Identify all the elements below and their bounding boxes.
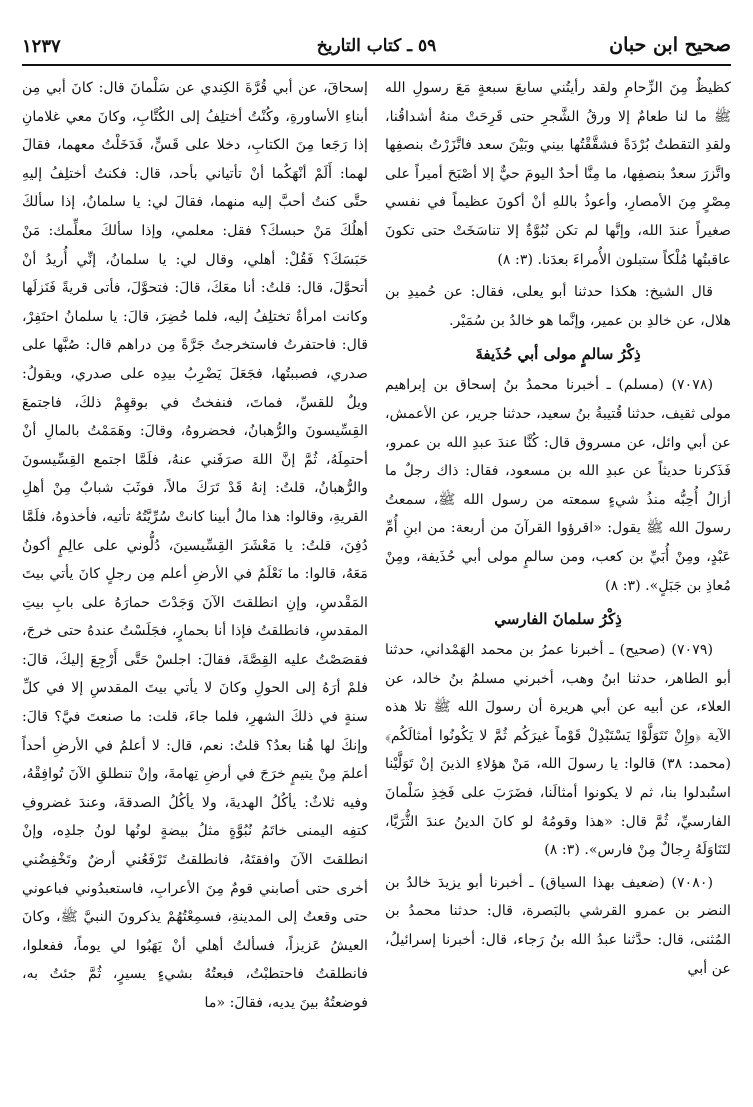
hadith-paragraph: (٧٠٧٩) (صحيح) ـ أخبرنا عمرُ بن محمد الهَمْداني، حدثنا أبو الطاهر، حدثنا ابنُ وهب، أخبرني مسلمُ بنُ خالد، عن العلاء، عن أبيه عن أبي هريرة أن رسولَ الله ﷺ تلا هذه الآية ﴿وإِنْ تَتَوَلَّوْا يَسْتَبْدِلْ قَوْماً غيرَكُم ثُمَّ لا يَكُونُوا أمثالَكُم﴾ (محمد: ٣٨) قالوا: يا رسولَ الله، مَنْ هؤلاءِ الذينَ إنْ تَوَلَّيْنا استُبدلوا بنا، ثم لا يكونوا أمثالَنا، فضَرَبَ على فَخِذِ سَلْمانَ الفارسيِّ، ثُمَّ قال: «هذا وقومُهُ لو كانَ الدينُ عندَ الثُّرَيَّا، لتَنَاوَلَهُ رِجالٌ مِنْ فارس». (٣: ٨) bbox=[385, 642, 731, 859]
chapter-title: ٥٩ ـ كتاب التاريخ bbox=[316, 36, 437, 56]
paragraph: كظيظٌ مِنَ الزِّحامِ ولقد رأيتُني سابعَ سبعةٍ مَعَ رسولِ الله ﷺ ما لنا طعامٌ إلا ورقُ الشَّجرِ حتى قَرِحَتْ منهُ أشداقُنا، ولقدِ التقطتُ بُرْدَةً فشقَّقْتُها بيني وبَيْنَ سعد فاتَّزَرْتُ بنصفِها واتَّزرَ سعدٌ بنصفِها، ما مِنَّا أحدٌ اليومَ حيٌّ إلا أصْبَحَ أميراً على مِصْرٍ مِنَ الأمصارِ، وأعوذُ باللهِ أنْ أكونَ عظيماً في نفسي صغيراً عندَ الله، وإنَّها لم تكن نُبُوَّةٌ إلا تناسَخَتْ حتى تكونَ عاقبتُها مُلْكاً ستبلون الأُمراءَ بعدَنا. (٣: ٨) bbox=[385, 80, 731, 268]
section-heading: ذِكْرُ سالمٍ مولى أبي حُذَيفةَ bbox=[475, 345, 641, 364]
hadith-paragraph: (٧٠٧٨) (مسلم) ـ أخبرنا محمدُ بنُ إسحاق بن إبراهيم مولى ثقيف، حدثنا قُتيبةُ بنُ سعيد، حدثنا جرير، عن الأعمش، عن أبي وائل، عن مسروق قال: كُنَّا عندَ عبدِ الله بن عمرو، فَذَكرنا حديثاً عن عبدِ الله بن مسعود، فقال: ذاك رجلٌ ما أزالُ أُحِبُّه منذُ شيءٍ سمعته من رسول الله ﷺ، سمعتُ رسولَ الله ﷺ يقول: «اقرؤوا القرآنَ من أربعة: من ابنِ أُمِّ عَبْدٍ، ومِنْ أُبَيِّ بن كعب، ومن سالمٍ مولى أبي حُذَيفة، ومِنْ مُعاذِ بن جَبَلٍ». (٣: ٨) bbox=[385, 377, 731, 594]
left-column bbox=[22, 74, 368, 1018]
book-title: صحيح ابن حبان bbox=[609, 34, 731, 56]
page-header bbox=[22, 30, 731, 66]
section-heading: ذِكْرُ سلمانَ الفارسي bbox=[494, 610, 622, 629]
paragraph: إسحاقَ، عن أبي قُرَّةَ الكِندي عن سَلْمانَ قال: كانَ أبي مِن أبناءِ الأساورةِ، وكُنْتُ أختلِفُ إلى الكُتَّابِ، وكانَ معي غلامانِ إذا رَجَعا مِنَ الكتابِ، دخلا على قَسٍّ، فَدَخَلْتُ معهما، فقالَ لهما: أَلَمْ أنْهَكُما أنْ تأتياني بأحد، قال: فكنتُ أختلِفُ إليهِ حتَّى كنتُ أحبَّ إليه منهما، فقالَ لي: يا سلمانُ، إذا سألكَ أهلُكَ مَنْ حبسكَ؟ فقل: معلمي، وإذا سألكَ معلِّمك: مَنْ حَبَسَكَ؟ فَقُلْ: أهلي، وقال لي: يا سلمانُ، إنِّي أُريدُ أنْ أتحوَّلَ، قال: قلتُ: أنا معَكَ، قالَ: فتحوَّلَ، فأتى قريةً فَنَزلَها وكانت امرأةٌ تختلِفُ إليه، فلما حُضِرَ، قالَ: يا سلمانُ احتَفِرْ، قال: فاحتفرتُ فاستخرجتُ جَرَّةً مِن دراهم قال: صُبَّها على صدري، فصببتُها، فجَعَلَ يَضْرِبُ بيدِه على صدري، ويقولُ: ويلٌ للقسِّ، فماتَ، فنفختُ في بوقهِمْ ذلكَ، فاجتمعَ القِسِّيسونَ والرُّهبانُ، فحضروهُ، وقالَ: وهَمَمْتُ بالمالِ أنْ أحتمِلَهُ، ثُمَّ إنَّ اللهَ صرَفَني عنهُ، فلَمَّا اجتمع القِسِّيسونَ والرُّهبانُ، قلتُ: إنهُ قَدْ تَرَكَ مالاً، فوثَبَ شبابٌ مِنْ أهلِ القريةِ، وقالوا: هذا مالُ أبينا كانتْ سُرِّيَّتُهُ تأتيه، فأخذوهُ، فلَمَّا دُفِنَ، قلتُ: يا مَعْشَرَ القِسِّيسينَ، دُلُّوني على عالِمٍ أكونُ مَعَهُ، قالوا: ما نَعْلَمُ في الأرضِ أعلم مِن رجلٍ كانَ يأتي بيتَ المَقْدسِ، وإنِ انطلقتَ الآنَ وَجَدْتَ حمارَهُ على بابِ بيتِ المقدسِ، فانطلقتُ فإذا أنا بحمارٍ، فجَلَسْتُ عندهُ حتى خرجَ، فقصَصْتُ عليه القِصَّةَ، فقالَ: اجلسْ حَتَّى أَرْجِعَ إليكَ، قالَ: فلمْ أرَهُ إلى الحولِ وكانَ لا يأتي بيتَ المقدسِ إلا في كلِّ سنةٍ في ذلكَ الشهرِ، فلما جاءَ، قلت: ما صنعتَ فيَّ؟ قالَ: وإنكَ لها هُنا بعدُ؟ قلتُ: نعم، قال: لا أعلمُ في الأرضِ أحداً أعلمَ مِنْ يتيمٍ خرَجَ في أرضِ تِهامةَ، وإنْ تنطلقِ الآنَ تُوافِقْهُ، وفيه ثلاثٌ: يأكُلُ الهديةَ، ولا يأكُلُ الصدقةَ، وعندَ غضروفِ كتفِه اليمنى خاتَمُ نُبُوَّةٍ مثلُ بيضةٍ لونُها لونُ جلدِه، وإنْ انطلقتَ الآنَ وافقتَهُ، فانطلقتُ تَرْفَعُني أرضٌ وتَخْفِضُني أخرى حتى أصابني قومٌ مِنَ الأعرابِ، فاستعبدُوني فباعوني حتى وقعتُ إلى المدينةِ، فسمِعْتُهُمْ يذكرونَ النبيَّ ﷺ، وكانَ العيشُ عَزيزاً، فسألتُ أهلي أنْ يَهَبُوا لي يوماً، ففعلوا، فانطلقتُ فاحتطبْتُ، فبعتُهُ بشيءٍ يسيرٍ، ثُمَّ جئتُ به، فوضعتُهُ بينَ يديه، فقالَ: «ما bbox=[22, 80, 368, 1011]
page-number: ١٢٣٧ bbox=[22, 36, 61, 57]
hadith-paragraph: (٧٠٨٠) (ضعيف بهذا السياق) ـ أخبرنا أبو يزيدَ خالدُ بن النضر بن عمرو القرشي بالبَصرة، قال: حدثنا محمدُ بن المُثنى، قال: حدَّثنا عبدُ الله بنُ رَجاء، قال: أخبرنا إسرائيلُ، عن أبي bbox=[385, 874, 731, 977]
right-column bbox=[385, 74, 731, 983]
paragraph: قال الشيخ: هكذا حدثنا أبو يعلى، فقال: عن حُميدِ بن هلال، عن خالدِ بن عمير، وإنَّما هو خالدُ بن سُمَيْر. bbox=[385, 284, 731, 329]
